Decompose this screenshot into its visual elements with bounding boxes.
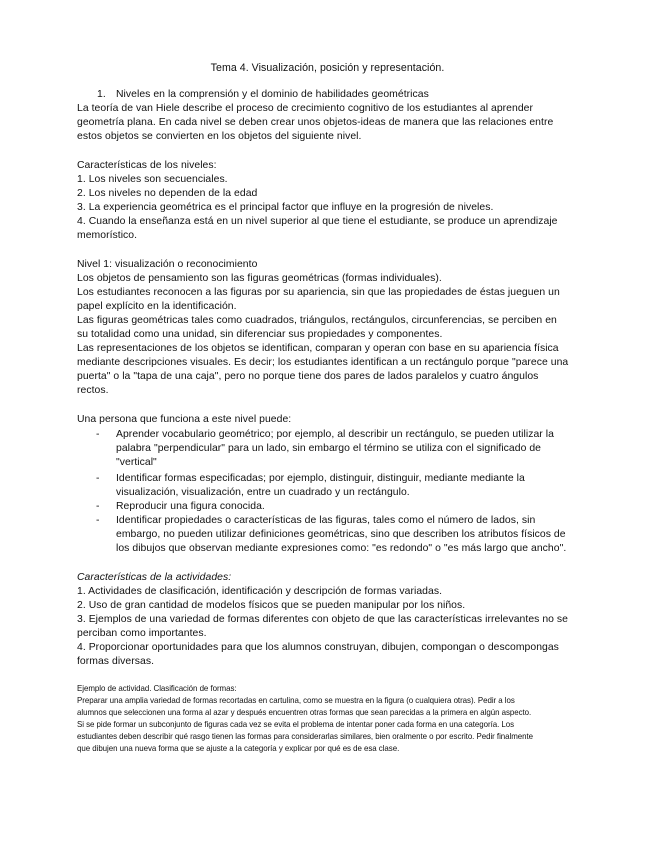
bullet-marker: - xyxy=(96,515,100,526)
actividades-line: 1. Actividades de clasificación, identificación y descripción de formas variadas. xyxy=(77,586,443,597)
levels-item: memorístico. xyxy=(77,230,138,241)
actividades-line: 3. Ejemplos de una variedad de formas diferentes con objeto de que las características irrelevantes no se xyxy=(77,614,568,625)
nivel1-line: puerta" o la "tapa de una caja", pero no porque tiene dos pares de lados paralelos y cuatro ángulos xyxy=(77,371,539,382)
bullet-text: palabra "perpendicular" para un lado, sin embargo el término se utiliza con el significado de xyxy=(116,443,542,454)
levels-heading: Características de los niveles: xyxy=(77,160,217,171)
actividades-heading: Características de la actividades: xyxy=(77,572,232,583)
bullet-marker: - xyxy=(96,429,100,440)
intro-line: geometría plana. En cada nivel se deben crear unos objetos-ideas de manera que las relaciones entre xyxy=(77,117,554,128)
bullet-text: embargo, no pueden utilizar definiciones geométricas, sino que describen los atributos físicos de xyxy=(116,529,566,540)
bullet-text: Reproducir una figura conocida. xyxy=(116,501,265,512)
nivel1-line: su totalidad como una unidad, sin diferenciar sus propiedades y componentes. xyxy=(77,329,443,340)
actividades-line: 4. Proporcionar oportunidades para que los alumnos construyan, dibujen, compongan o descompongas xyxy=(77,642,559,653)
nivel1-line: mediante descripciones visuales. Es decir; los estudiantes identifican a un rectángulo porque "parece una xyxy=(77,357,569,368)
levels-item: 4. Cuando la enseñanza está en un nivel superior al que tiene el estudiante, se produce un aprendizaje xyxy=(77,216,558,227)
bullet-text: "vertical" xyxy=(116,457,157,468)
actividades-line: perciban como importantes. xyxy=(77,628,207,639)
bullet-marker: - xyxy=(96,473,100,484)
persona-intro: Una persona que funciona a este nivel puede: xyxy=(77,414,292,425)
nivel1-line: Los estudiantes reconocen a las figuras por su apariencia, sin que las propiedades de éstas jueguen un xyxy=(77,287,560,298)
ejemplo-heading: Ejemplo de actividad. Clasificación de formas: xyxy=(77,684,237,693)
levels-item: 1. Los niveles son secuenciales. xyxy=(77,174,228,185)
page-title: Tema 4. Visualización, posición y representación. xyxy=(210,62,445,74)
ejemplo-line: estudiantes deben describir qué rasgo tienen las formas para considerarlas similares, bien oralmente o por escrito. Pedir finalmente xyxy=(77,732,534,741)
levels-item: 2. Los niveles no dependen de la edad xyxy=(77,188,258,199)
bullet-text: Identificar propiedades o características de las figuras, tales como el número de lados, sin xyxy=(116,515,536,526)
bullet-text: los dibujos que observan mediante expresiones como: "es redondo" o "es más largo que ancho". xyxy=(116,543,567,554)
section-heading: Niveles en la comprensión y el dominio de habilidades geométricas xyxy=(116,89,429,100)
ejemplo-line: alumnos que seleccionen una forma al azar y después encuentren otras formas que sean parecidas a la primera en algún aspecto. xyxy=(77,708,532,717)
ejemplo-line: que dibujen una nueva forma que se ajuste a la categoría y explicar por qué es de esa clase. xyxy=(77,744,400,753)
actividades-line: formas diversas. xyxy=(77,656,155,667)
nivel1-line: Las representaciones de los objetos se identifican, comparan y operan con base en su apariencia física xyxy=(77,343,559,354)
ejemplo-line: Si se pide formar un subconjunto de figuras cada vez se evita el problema de intentar poner cada forma en una categoría. Los xyxy=(77,720,515,729)
section-number: 1. xyxy=(97,89,106,100)
bullet-text: Aprender vocabulario geométrico; por ejemplo, al describir un rectángulo, se pueden utilizar la xyxy=(116,429,554,440)
levels-item: 3. La experiencia geométrica es el principal factor que influye en la progresión de niveles. xyxy=(77,202,494,213)
actividades-line: 2. Uso de gran cantidad de modelos físicos que se pueden manipular por los niños. xyxy=(77,600,466,611)
nivel1-line: Los objetos de pensamiento son las figuras geométricas (formas individuales). xyxy=(77,273,442,284)
intro-line: estos objetos se convierten en los objetos del siguiente nivel. xyxy=(77,131,362,142)
bullet-marker: - xyxy=(96,501,100,512)
intro-line: La teoría de van Hiele describe el proceso de crecimiento cognitivo de los estudiantes al aprender xyxy=(77,103,534,114)
bullet-text: Identificar formas especificadas; por ejemplo, distinguir, distinguir, mediante mediante la xyxy=(116,473,525,484)
nivel1-line: rectos. xyxy=(77,385,109,396)
nivel1-line: papel explícito en la identificación. xyxy=(77,301,237,312)
ejemplo-line: Preparar una amplia variedad de formas recortadas en cartulina, como se muestra en la figura (o cualquiera otras). Pedir a los xyxy=(77,696,515,705)
nivel1-line: Las figuras geométricas tales como cuadrados, triángulos, rectángulos, circunferencias, se perciben en xyxy=(77,315,557,326)
nivel1-heading: Nivel 1: visualización o reconocimiento xyxy=(77,259,258,270)
bullet-text: visualización, visualización, entre un cuadrado y un rectángulo. xyxy=(116,487,410,498)
